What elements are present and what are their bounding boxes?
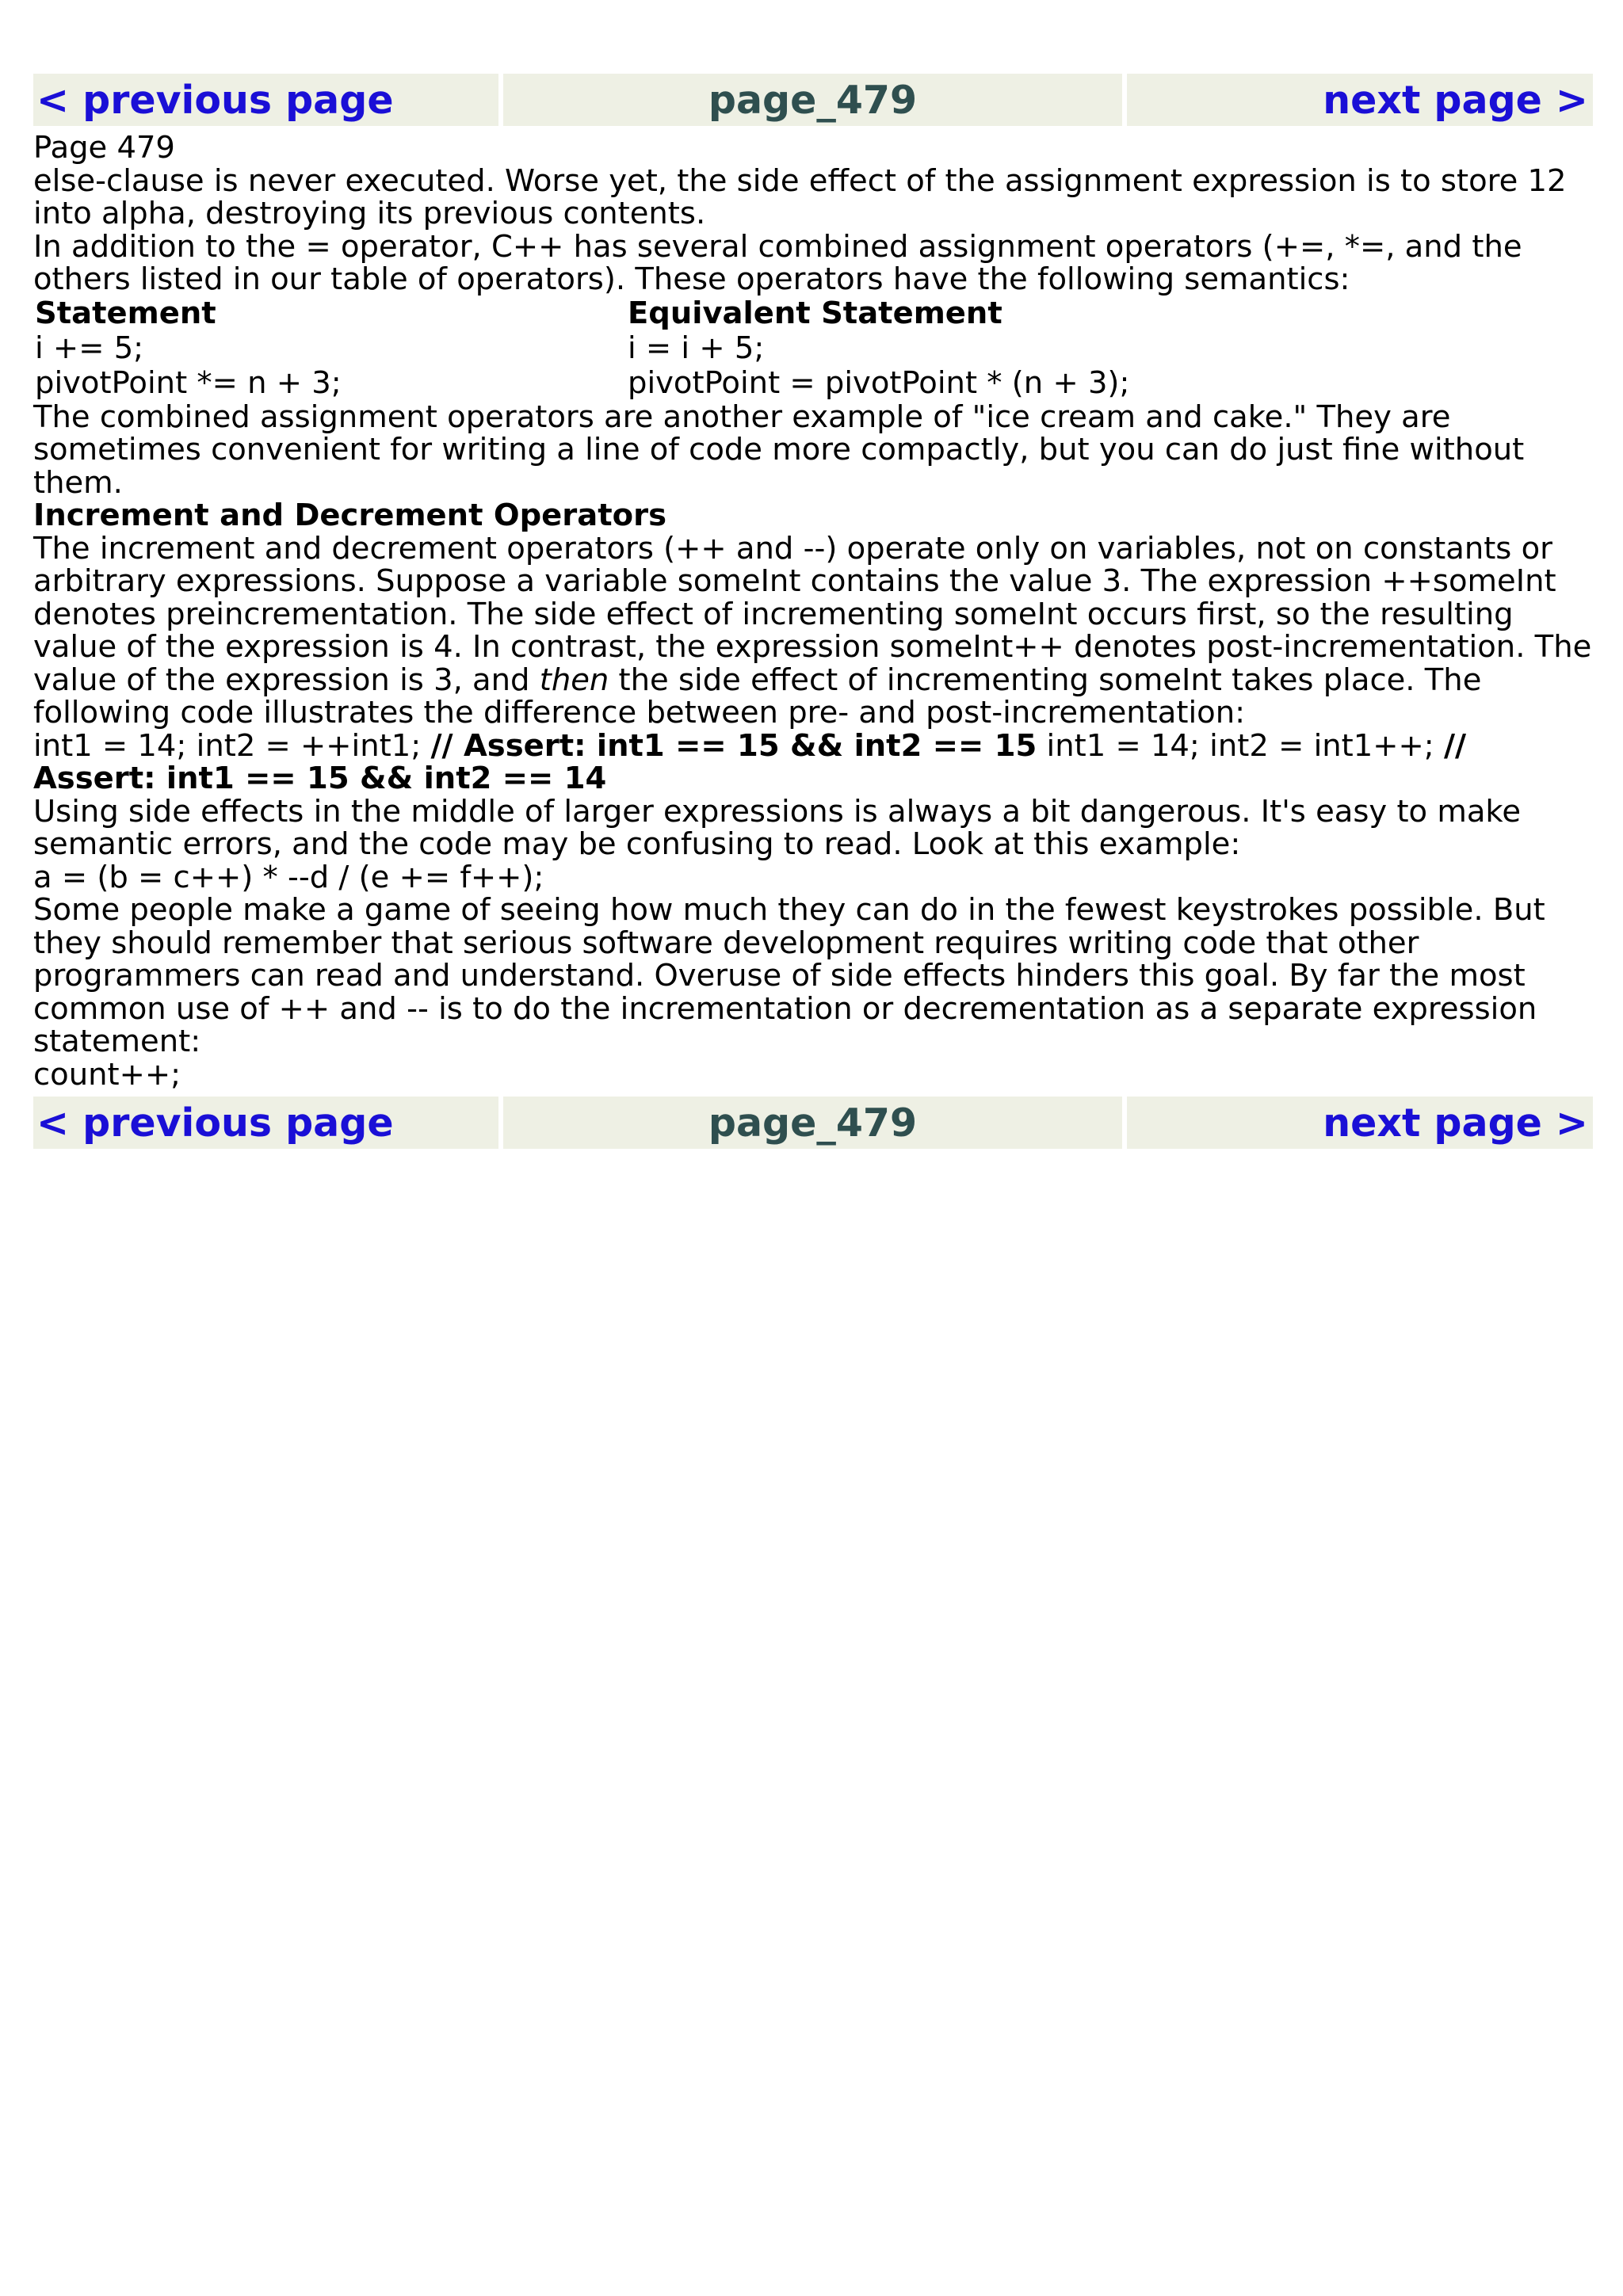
bottom-next-cell (1127, 1097, 1593, 1149)
table-header-equivalent: Equivalent Statement (628, 295, 1002, 331)
table-row (33, 331, 1580, 366)
table-cell: i = i + 5; (628, 330, 765, 366)
paragraph-4-text-b: the side effect of incrementing someInt takes place. The following code illustrates the difference between pre- and post-incrementation: (33, 662, 1482, 730)
table-cell: pivotPoint *= n + 3; (35, 364, 342, 401)
bottom-page-label: page_479 (503, 1097, 1122, 1149)
paragraph-1: else-clause is never executed. Worse yet, the side effect of the assignment expression is to store 12 into alpha, destroying its previous contents. (33, 162, 1567, 231)
code-example-2: a = (b = c++) * --d / (e += f++); (33, 859, 544, 895)
next-page-link[interactable]: next page > (1323, 1100, 1588, 1146)
page-content (33, 126, 1593, 1097)
table-header-row (33, 296, 1580, 331)
table-cell: i += 5; (35, 330, 144, 366)
paragraph-4 (33, 532, 1593, 730)
page-container (33, 74, 1593, 1149)
previous-page-link[interactable]: < previous page (36, 1100, 394, 1146)
paragraph-5: Using side effects in the middle of larger expressions is always a bit dangerous. It's easy to make semantic errors, and the code may be confusing to read. Look at this example: (33, 793, 1522, 862)
paragraph-6: Some people make a game of seeing how much they can do in the fewest keystrokes possible. But they should remember that serious software development requires writing code that other programmers can read and understand. Overuse of side effects hinders this goal. By far the most common use of ++ and -- is to do the incrementation or decrementation as a separate expression statement: (33, 892, 1545, 1059)
top-prev-cell (33, 74, 498, 126)
paragraph-2: In addition to the = operator, C++ has several combined assignment operators (+=, *=, and the others listed in our table of operators). These operators have the following semantics: (33, 228, 1522, 297)
table-row (33, 366, 1580, 401)
bottom-navigation-bar (33, 1097, 1593, 1149)
top-navigation-bar (33, 74, 1593, 126)
top-next-cell (1127, 74, 1593, 126)
paragraph-4-text-a: The increment and decrement operators (++ and --) operate only on variables, not on constants or arbitrary expressions. Suppose a variable someInt contains the value 3. The expression ++someInt denotes preincrementation. The side effect of incrementing someInt occurs first, so the resulting value of the expression is 4. In contrast, the expression someInt++ denotes post-incrementation. The value of the expression is 3, and (33, 530, 1592, 698)
table-cell: pivotPoint = pivotPoint * (n + 3); (628, 364, 1130, 401)
page-number-heading: Page 479 (33, 130, 175, 166)
code-1-part-c: int1 = 14; int2 = int1++; (1037, 727, 1444, 764)
previous-page-link[interactable]: < previous page (36, 77, 394, 123)
table-header-statement: Statement (35, 295, 216, 331)
bottom-prev-cell (33, 1097, 498, 1149)
code-1-assert-a: // Assert: int1 == 15 && int2 == 15 (430, 727, 1037, 764)
paragraph-3: The combined assignment operators are another example of "ice cream and cake." They are sometimes convenient for writing a line of code more compactly, but you can do just fine without them. (33, 399, 1525, 501)
code-1-part-a: int1 = 14; int2 = ++int1; (33, 727, 431, 764)
code-example-3: count++; (33, 1056, 181, 1093)
code-1-assert-b: // Assert: int1 == 15 && int2 == 14 (33, 727, 1467, 796)
assignment-operators-table (33, 296, 1580, 401)
section-heading: Increment and Decrement Operators (33, 498, 667, 533)
next-page-link[interactable]: next page > (1323, 77, 1588, 123)
paragraph-4-emphasis: then (539, 662, 609, 698)
code-example-1 (33, 727, 1593, 796)
top-page-label: page_479 (503, 74, 1122, 126)
